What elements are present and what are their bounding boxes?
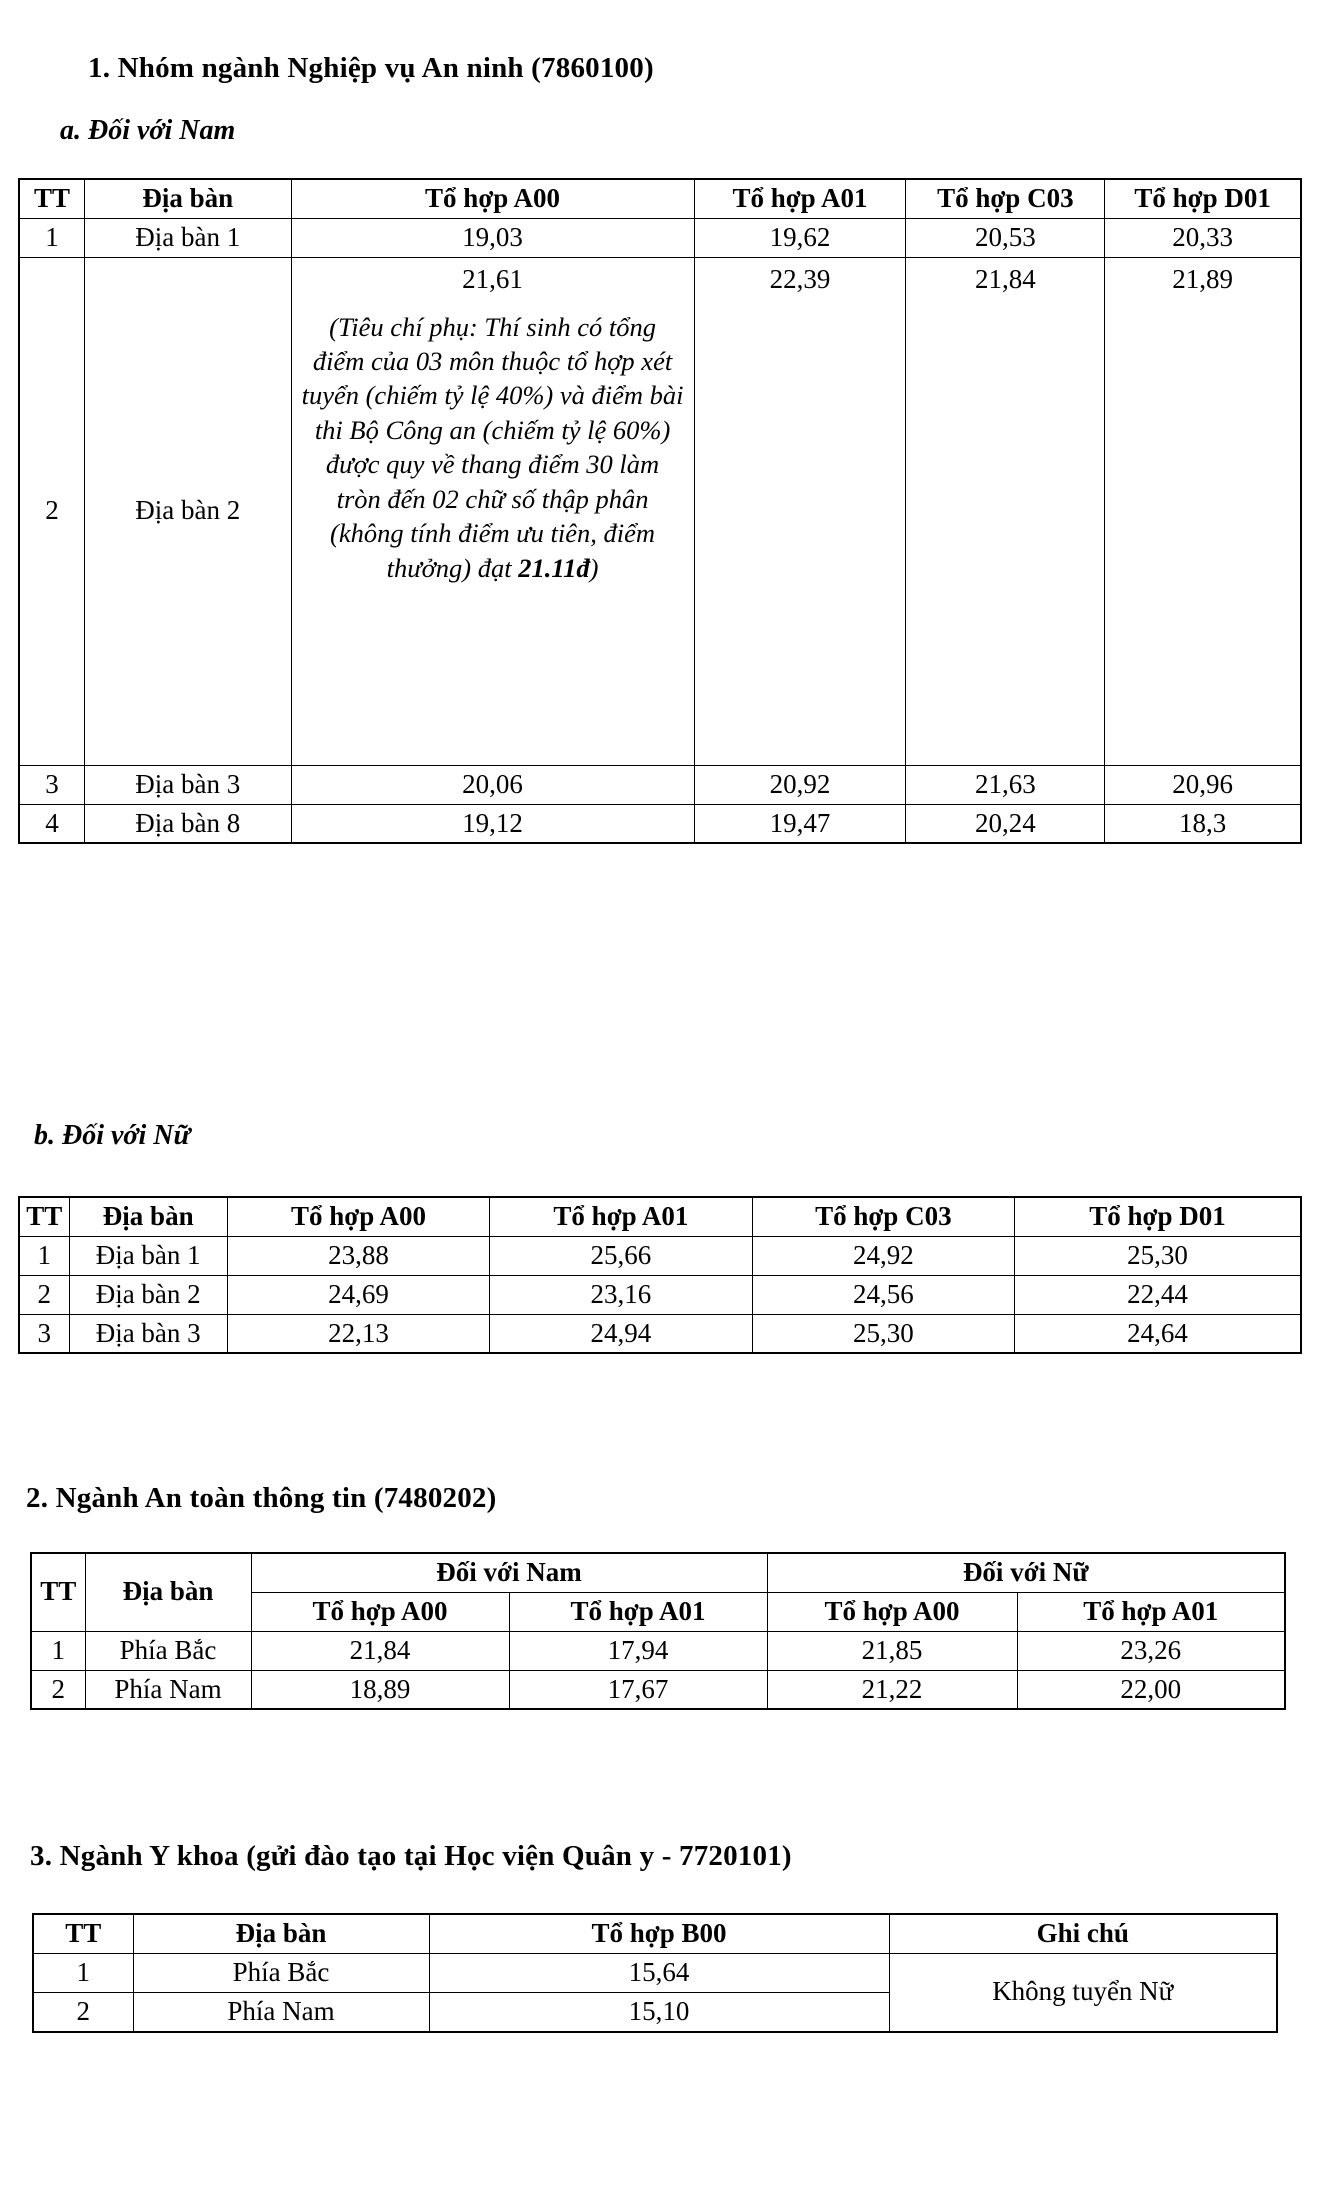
cell-c03: 25,30 [752,1314,1014,1353]
column-header-nam-a01: Tổ hợp A01 [509,1592,767,1631]
cell-c03: 20,53 [906,218,1105,257]
cell-d01: 25,30 [1015,1236,1301,1275]
cell-a00-value: 21,61 [462,263,523,294]
table-row [19,1314,1301,1353]
column-header-c03: Tổ hợp C03 [906,179,1105,218]
cell-a01: 22,39 [694,257,906,765]
cell-tt: 2 [19,1275,69,1314]
column-header-d01: Tổ hợp D01 [1015,1197,1301,1236]
cell-tt: 3 [19,1314,69,1353]
cell-dia-ban: Địa bàn 8 [84,804,291,843]
cell-b00: 15,10 [429,1992,889,2031]
cell-c03: 21,63 [906,765,1105,804]
cell-nu-a00: 21,85 [767,1631,1017,1670]
table-y-khoa [32,1913,1278,2033]
column-header-tt: TT [31,1553,85,1631]
cell-a00: 20,06 [291,765,694,804]
cell-ghi-chu: Không tuyển Nữ [889,1953,1277,2031]
table-row [19,1236,1301,1275]
tieu-chi-phu-note [296,310,690,586]
cell-d01: 22,44 [1015,1275,1301,1314]
cell-tt: 3 [19,765,84,804]
table-row [19,218,1301,257]
column-group-header-nu: Đối với Nữ [767,1553,1285,1592]
table-nghiep-vu-an-ninh-nu [18,1196,1302,1354]
table-row [31,1670,1285,1709]
cell-a01: 23,16 [490,1275,752,1314]
cell-tt: 1 [33,1953,133,1992]
table-header-row-group [31,1553,1285,1592]
cell-d01: 24,64 [1015,1314,1301,1353]
cell-dia-ban: Phía Bắc [133,1953,429,1992]
column-header-a01: Tổ hợp A01 [694,179,906,218]
cell-a00: 22,13 [227,1314,489,1353]
table-row [19,804,1301,843]
column-header-d01: Tổ hợp D01 [1105,179,1301,218]
column-group-header-nam: Đối với Nam [251,1553,767,1592]
column-header-tt: TT [19,179,84,218]
cell-a01: 19,62 [694,218,906,257]
note-bold-score: 21.11đ [518,552,590,583]
cell-dia-ban: Địa bàn 3 [84,765,291,804]
column-header-nam-a00: Tổ hợp A00 [251,1592,509,1631]
cell-d01: 20,33 [1105,218,1301,257]
cell-b00: 15,64 [429,1953,889,1992]
table-row [19,257,1301,765]
cell-tt: 2 [19,257,84,765]
note-text-after: ) [589,552,599,583]
cell-nam-a00: 18,89 [251,1670,509,1709]
cell-tt: 2 [31,1670,85,1709]
cell-a00: 19,12 [291,804,694,843]
column-header-a01: Tổ hợp A01 [490,1197,752,1236]
section-1a-subheading: a. Đối với Nam [60,115,236,146]
table-row [31,1631,1285,1670]
column-header-tt: TT [33,1914,133,1953]
table-nghiep-vu-an-ninh-nam [18,178,1302,844]
cell-c03: 24,56 [752,1275,1014,1314]
cell-c03: 20,24 [906,804,1105,843]
column-header-a00: Tổ hợp A00 [291,179,694,218]
cell-d01: 21,89 [1105,257,1301,765]
cell-dia-ban: Địa bàn 3 [69,1314,227,1353]
cell-dia-ban: Phía Bắc [85,1631,251,1670]
cell-dia-ban: Địa bàn 1 [84,218,291,257]
cell-nu-a00: 21,22 [767,1670,1017,1709]
column-header-nu-a00: Tổ hợp A00 [767,1592,1017,1631]
cell-d01: 20,96 [1105,765,1301,804]
cell-nam-a01: 17,94 [509,1631,767,1670]
table-row [19,765,1301,804]
table-row [33,1953,1277,1992]
cell-nu-a01: 23,26 [1017,1631,1285,1670]
cell-a01: 24,94 [490,1314,752,1353]
cell-nam-a00: 21,84 [251,1631,509,1670]
table-header-row [19,179,1301,218]
cell-a00: 23,88 [227,1236,489,1275]
table-an-toan-thong-tin [30,1552,1286,1710]
cell-c03: 21,84 [906,257,1105,765]
column-header-a00: Tổ hợp A00 [227,1197,489,1236]
cell-tt: 1 [19,1236,69,1275]
column-header-dia-ban: Địa bàn [133,1914,429,1953]
cell-tt: 2 [33,1992,133,2031]
cell-a00: 19,03 [291,218,694,257]
cell-d01: 18,3 [1105,804,1301,843]
cell-dia-ban: Phía Nam [133,1992,429,2031]
cell-a01: 25,66 [490,1236,752,1275]
table-row [19,1275,1301,1314]
cell-dia-ban: Địa bàn 2 [69,1275,227,1314]
note-text-before: (Tiêu chí phụ: Thí sinh có tổng điểm của 03 môn thuộc tổ hợp xét tuyển (chiếm tỷ lệ 40%) và điểm bài thi Bộ Công an (chiếm tỷ lệ 60%) được quy về thang điểm 30 làm tròn đến 02 chữ số thập phân (không tính điểm ưu tiên, điểm thưởng) đạt [301,311,684,583]
column-header-tt: TT [19,1197,69,1236]
column-header-dia-ban: Địa bàn [84,179,291,218]
column-header-c03: Tổ hợp C03 [752,1197,1014,1236]
section-1-heading: 1. Nhóm ngành Nghiệp vụ An ninh (7860100) [88,52,654,84]
cell-a01: 20,92 [694,765,906,804]
column-header-dia-ban: Địa bàn [69,1197,227,1236]
cell-tt: 1 [19,218,84,257]
column-header-ghi-chu: Ghi chú [889,1914,1277,1953]
table-header-row [19,1197,1301,1236]
cell-a00: 24,69 [227,1275,489,1314]
section-2-heading: 2. Ngành An toàn thông tin (7480202) [26,1482,497,1514]
cell-a00-with-note [291,257,694,765]
cell-a01: 19,47 [694,804,906,843]
cell-nam-a01: 17,67 [509,1670,767,1709]
cell-dia-ban: Địa bàn 1 [69,1236,227,1275]
section-3-heading: 3. Ngành Y khoa (gửi đào tạo tại Học viện Quân y - 7720101) [30,1840,792,1872]
cell-nu-a01: 22,00 [1017,1670,1285,1709]
cell-dia-ban: Phía Nam [85,1670,251,1709]
cell-tt: 4 [19,804,84,843]
section-1b-subheading: b. Đối với Nữ [34,1120,191,1151]
column-header-dia-ban: Địa bàn [85,1553,251,1631]
column-header-nu-a01: Tổ hợp A01 [1017,1592,1285,1631]
cell-tt: 1 [31,1631,85,1670]
column-header-b00: Tổ hợp B00 [429,1914,889,1953]
table-header-row [33,1914,1277,1953]
cell-dia-ban: Địa bàn 2 [84,257,291,765]
cell-c03: 24,92 [752,1236,1014,1275]
